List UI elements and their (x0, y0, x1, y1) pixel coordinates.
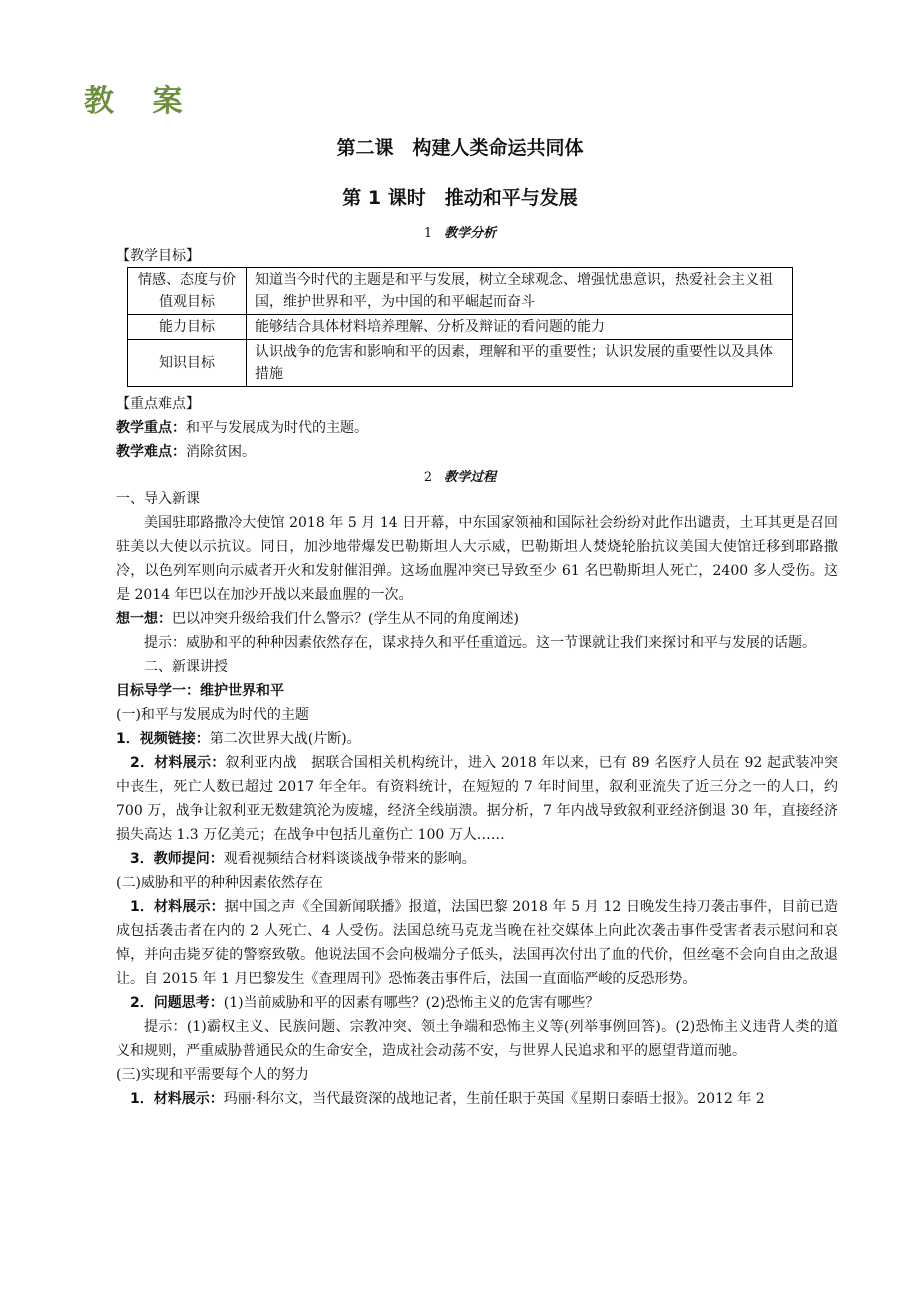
section-number: 1 (423, 226, 433, 241)
table-row (128, 315, 793, 340)
objective-text: 知道当今时代的主题是和平与发展，树立全球观念、增强忧患意识，热爱社会主义祖国，维护世界和平，为中国的和平崛起而奋斗 (247, 268, 793, 315)
item-text: 据中国之声《全国新闻联播》报道，法国巴黎 2018 年 5 月 12 日晚发生持刀袭击事件，目前已造成包括袭击者在内的 2 人死亡、4 人受伤。法国总统马克龙当晚在社交媒体上向此次袭击事件受害者表示慰问和哀悼，并向击毙歹徒的警察致敬。他说法国不会向极端分子低头，法国再次付出了血的代价，但丝毫不会向自由之敌退让。自 2015 年 1 月巴黎发生《查理周刊》恐怖袭击事件后，法国一直面临严峻的反恐形势。 (116, 899, 838, 987)
table-row (128, 268, 793, 315)
objective-label: 知识目标 (128, 340, 247, 387)
item-label: 1．材料展示： (130, 1091, 224, 1107)
new-lesson-heading: 二、新课讲授 (144, 659, 228, 675)
key-points-heading: 【重点难点】 (116, 396, 200, 412)
item-label: 2．材料展示： (130, 755, 226, 771)
objective-text: 认识战争的危害和影响和平的因素，理解和平的重要性；认识发展的重要性以及具体措施 (247, 340, 793, 387)
item-label: 1．视频链接： (116, 731, 210, 747)
item-label: 1．材料展示： (130, 899, 225, 915)
intro-heading: 一、导入新课 (116, 491, 200, 507)
objective-label: 情感、态度与价值观目标 (128, 268, 247, 315)
hint-paragraph: 提示：威胁和平的种种因素依然存在，谋求持久和平任重道远。这一节课就让我们来探讨和平与发展的话题。 (144, 635, 816, 651)
subsection-heading: (二)威胁和平的种种因素依然存在 (116, 875, 323, 891)
hint-paragraph: 提示：(1)霸权主义、民族问题、宗教冲突、领土争端和恐怖主义等(列举事例回答)。(2)恐怖主义违背人类的道义和规则，严重威胁普通民众的生命安全，造成社会动荡不安，与世界人民追求和平的愿望背道而驰。 (116, 1019, 838, 1059)
teaching-process-body (116, 487, 838, 1111)
lesson-title: 第二课 构建人类命运共同体 (336, 137, 584, 159)
think-text: 巴以冲突升级给我们什么警示？(学生从不同的角度阐述) (172, 611, 519, 627)
section-label: 教学过程 (444, 470, 497, 485)
focus-label: 教学重点： (116, 420, 186, 436)
item-text: 叙利亚内战 据联合国相关机构统计，进入 2018 年以来，已有 89 名医疗人员在 92 起武装冲突中丧生，死亡人数已超过 2017 年全年。有资料统计，在短短的 7 年时间里，叙利亚流失了近三分之一的人口，约 700 万，战争让叙利亚无数建筑沦为废墟，经济全线崩溃。据分析，7 年内战导致叙利亚经济倒退 30 年，直接经济损失高达 1.3 万亿美元；在战争中包括儿童伤亡 100 万人…… (116, 755, 838, 843)
subsection-heading: (三)实现和平需要每个人的努力 (116, 1067, 309, 1083)
numbered-item (116, 1087, 838, 1111)
goal-guide-heading: 目标导学一：维护世界和平 (116, 683, 284, 699)
item-text: 玛丽·科尔文，当代最资深的战地记者，生前任职于英国《星期日泰晤士报》。2012 年 2 (223, 1091, 765, 1107)
intro-paragraph: 美国驻耶路撒冷大使馆 2018 年 5 月 14 日开幕，中东国家领袖和国际社会纷纷对此作出谴责，土耳其更是召回驻美以大使以示抗议。同日，加沙地带爆发巴勒斯坦人大示威，巴勒斯坦人焚烧轮胎抗议美国大使馆迁移到耶路撒冷，以色列军则向示威者开火和发射催泪弹。这场血腥冲突已导致至少 61 名巴勒斯坦人死亡，2400 多人受伤。这是 2014 年巴以在加沙开战以来最血腥的一次。 (116, 515, 838, 603)
difficulty-text: 消除贫困。 (186, 444, 256, 460)
objectives-heading: 【教学目标】 (116, 248, 200, 264)
focus-text: 和平与发展成为时代的主题。 (186, 420, 368, 436)
teaching-difficulty (116, 440, 838, 464)
section-heading-process (0, 466, 920, 485)
period-title: 第 1 课时 推动和平与发展 (342, 187, 578, 209)
item-text: 第二次世界大战(片断)。 (209, 731, 361, 747)
section-label: 教学分析 (444, 226, 497, 241)
objective-text: 能够结合具体材料培养理解、分析及辩证的看问题的能力 (247, 315, 793, 340)
difficulty-label: 教学难点： (116, 444, 186, 460)
item-text: 观看视频结合材料谈谈战争带来的影响。 (223, 851, 476, 867)
document-header-title: 教 案 (84, 84, 197, 119)
subsection-heading: (一)和平与发展成为时代的主题 (116, 707, 309, 723)
item-label: 3．教师提问： (130, 851, 224, 867)
numbered-item (116, 895, 838, 991)
think-paragraph (116, 607, 838, 631)
item-label: 2．问题思考： (130, 995, 224, 1011)
objective-label: 能力目标 (128, 315, 247, 340)
section-heading-analysis (0, 222, 920, 241)
section-number: 2 (423, 470, 433, 485)
numbered-item (116, 751, 838, 847)
think-label: 想一想： (116, 611, 172, 627)
numbered-item (116, 727, 838, 751)
numbered-item (116, 847, 838, 871)
objectives-table (127, 267, 793, 387)
item-text: (1)当前威胁和平的因素有哪些？(2)恐怖主义的危害有哪些？ (223, 995, 600, 1011)
table-row (128, 340, 793, 387)
key-points-block (116, 392, 838, 464)
teaching-focus (116, 416, 838, 440)
numbered-item (116, 991, 838, 1015)
